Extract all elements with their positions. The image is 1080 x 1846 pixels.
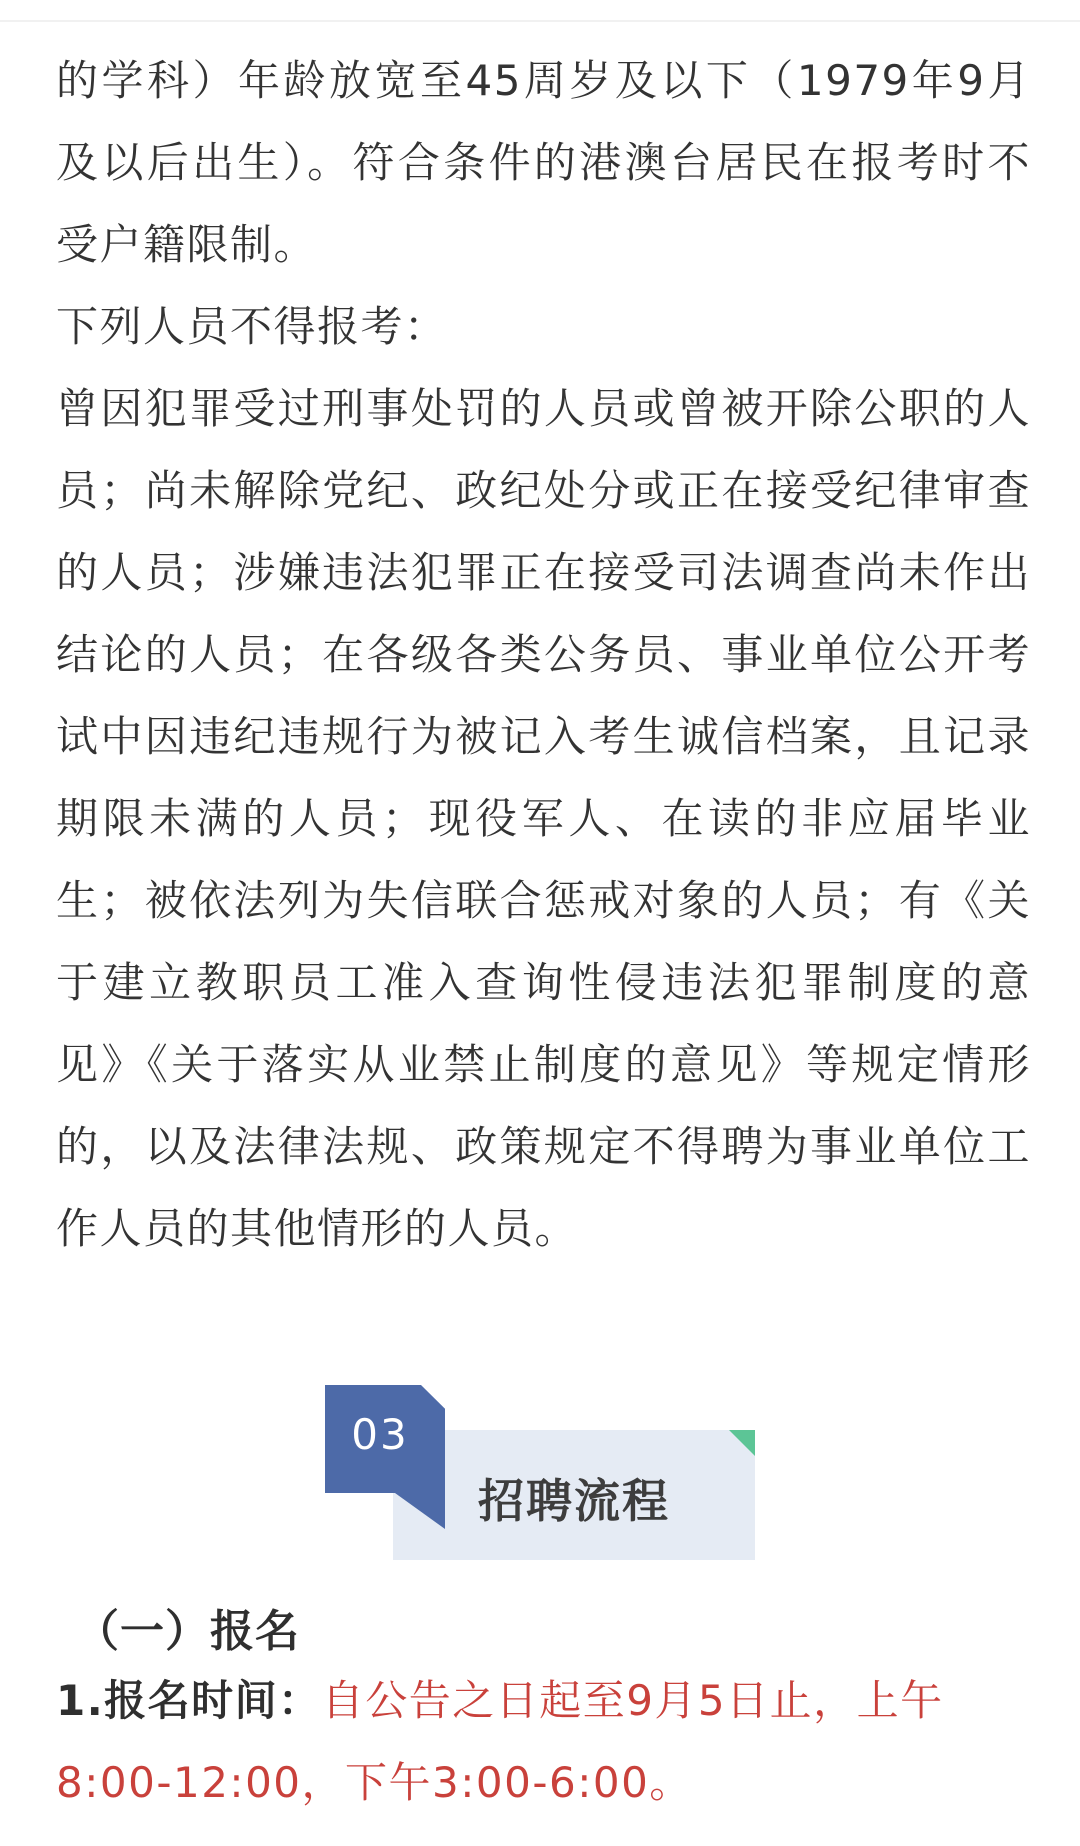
paragraph-exclusion-heading: 下列人员不得报考：: [56, 302, 448, 351]
paragraph-age-requirement: 的学科）年龄放宽至45周岁及以下（1979年9月及以后出生）。符合条件的港澳台居民在报考时不受户籍限制。: [56, 56, 1031, 269]
section-banner: [325, 1385, 755, 1560]
section-title: 招聘流程: [478, 1474, 670, 1528]
registration-time-value: 自公告之日起至9月5日止，上午8:00-12:00，下午3:00-6:00。: [56, 1676, 944, 1807]
subheading-registration: （一）报名: [75, 1606, 300, 1657]
paragraph-exclusion-list: 曾因犯罪受过刑事处罚的人员或曾被开除公职的人员；尚未解除党纪、政纪处分或正在接受纪律审查的人员；涉嫌违法犯罪正在接受司法调查尚未作出结论的人员；在各级各类公务员、事业单位公开考试中因违纪违规行为被记入考生诚信档案，且记录期限未满的人员；现役军人、在读的非应届毕业生；被依法列为失信联合惩戒对象的人员；有《关于建立教职员工准入查询性侵违法犯罪制度的意见》《关于落实从业禁止制度的意见》等规定情形的，以及法律法规、政策规定不得聘为事业单位工作人员的其他情形的人员。: [56, 384, 1031, 1253]
article-body: [56, 40, 1031, 1270]
registration-time-label: 1.报名时间：: [56, 1676, 322, 1725]
registration-time: [56, 1660, 1031, 1824]
section-number: 03: [351, 1410, 409, 1459]
banner-corner-accent: [729, 1430, 755, 1456]
top-divider: [0, 20, 1080, 22]
banner-ribbon-tail: [395, 1493, 445, 1529]
